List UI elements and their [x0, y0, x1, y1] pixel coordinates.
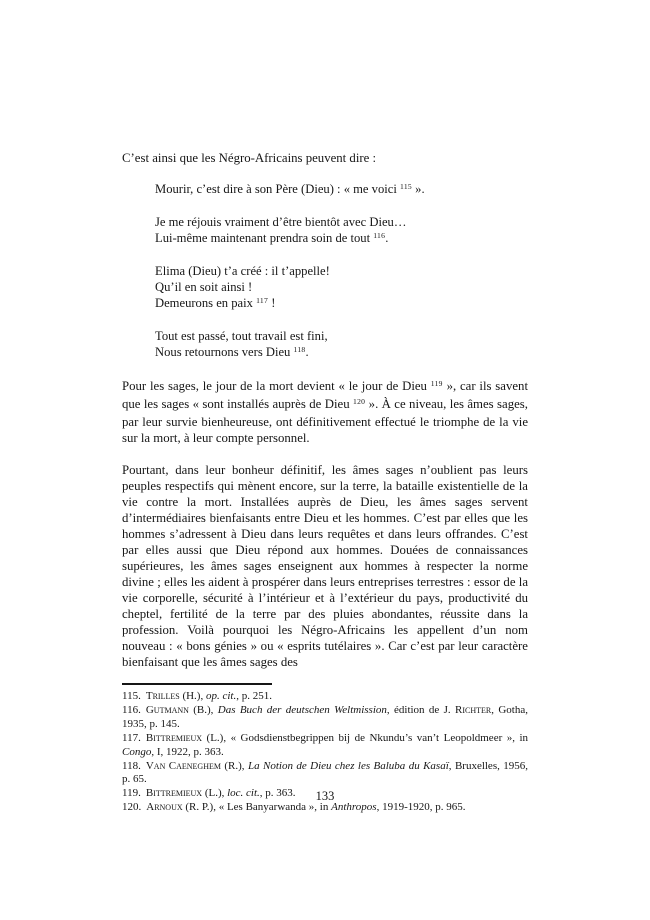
text-segment-sup: 119	[430, 379, 443, 389]
text-segment-i: Congo	[122, 745, 152, 758]
text-segment-sc: Gutmann	[145, 703, 189, 716]
text-segment-sc: Richter	[455, 703, 492, 716]
text-segment-sc: Bittremieux	[145, 731, 203, 744]
footnote-116	[122, 704, 528, 732]
text-segment: .	[305, 345, 309, 359]
text-segment-i: Anthropos	[331, 801, 377, 814]
text-segment: Nous retournons vers Dieu	[155, 345, 294, 359]
text-segment: (H.),	[179, 690, 206, 702]
quote-line	[155, 181, 528, 199]
text-segment: (R. P.), « Les Banyarwanda », in	[182, 801, 332, 814]
text-segment-i: Das Buch der deutschen Weltmission	[217, 703, 387, 716]
text-segment: , Gotha, 1935, p. 145.	[122, 703, 528, 730]
text-segment: Demeurons en paix	[155, 296, 257, 310]
quote-line	[155, 263, 528, 279]
text-segment-sc: Arnoux	[146, 801, 183, 814]
text-segment: , p. 363.	[259, 787, 296, 800]
text-segment-i: op. cit.	[205, 690, 237, 702]
text-segment: Pour les sages, le jour de la mort devient « le jour de Dieu	[122, 379, 431, 393]
text-segment: (R.),	[220, 759, 248, 772]
text-segment: , p. 251.	[236, 690, 272, 702]
quote-block-4	[155, 328, 528, 362]
text-segment: Tout est passé, tout travail est fini,	[155, 329, 328, 343]
text-segment: (L.),	[202, 787, 228, 800]
text-segment-i: loc. cit.	[227, 787, 260, 800]
quote-block-3	[155, 263, 528, 313]
footnote-divider	[122, 683, 272, 685]
text-segment-num: 119.	[122, 787, 141, 800]
text-segment: », car ils savent que les sages « sont installés auprès de Dieu	[122, 379, 528, 411]
intro-paragraph: C’est ainsi que les Négro-Africains peuvent dire :	[122, 151, 377, 165]
text-segment-sc: Van Caeneghem	[145, 759, 221, 772]
text-segment-sup: 116	[373, 231, 386, 241]
text-segment: ». À ce niveau, les âmes sages, par leur survie bienheureuse, ont définitivement effectué le triomphe de la vie sur la mort, à leur compte personnel.	[122, 397, 528, 445]
text-segment: , édition de J.	[386, 703, 456, 716]
footnote-117	[122, 732, 528, 760]
text-segment: Je me réjouis vraiment d’être bientôt avec Dieu…	[155, 215, 407, 229]
text-segment-sc: Trilles	[145, 690, 180, 702]
body-paragraph-2	[122, 462, 528, 670]
quote-line	[155, 295, 528, 313]
text-segment-num: 117.	[122, 731, 141, 744]
text-segment: , Bruxelles, 1956, p. 65.	[122, 759, 529, 786]
text-segment: , 1919-1920, p. 965.	[376, 801, 466, 814]
text-segment: ».	[412, 182, 425, 196]
text-segment: Qu’il en soit ainsi !	[155, 280, 253, 294]
text-segment-num: 120.	[122, 801, 142, 814]
text-segment: Pourtant, dans leur bonheur définitif, les âmes sages n’oublient pas leurs peuples respectifs qui mènent encore, sur la terre, la bataille existentielle de la vie contre la mort. Installées auprès de Dieu, les âmes sages servent d’intermédiaires bienfaisants entre Dieu et les hommes. C’est par elles que les hommes s’adressent à Dieu dans leurs requêtes et dans leurs offrandes. C’est par elles aussi que Dieu répond aux hommes. Douées de connaissances supérieures, les âmes sages enseignent aux hommes à respecter la norme divine ; elles les aident à prospérer dans leurs entreprises terrestres : essor de la vie corporelle, sécurité à l’intérieur et à l’extérieur du pays, productivité du cheptel, fertilité de la terre par des pluies abondantes, réussite dans la profession. Voilà pourquoi les Négro-Africains les appellent d’un nom nouveau : « bons génies » ou « esprits tutélaires ». Car c’est par leur caractère bienfaisant que les âmes sages des	[122, 463, 528, 669]
text-segment-sup: 120	[352, 397, 366, 407]
text-segment-sup: 118	[293, 345, 306, 355]
text-segment: !	[268, 296, 276, 310]
quote-block-1	[155, 181, 528, 199]
quote-line	[155, 230, 528, 248]
text-segment-num: 118.	[122, 759, 141, 772]
body-paragraph-1	[122, 378, 528, 446]
text-segment: Lui-même maintenant prendra soin de tout	[155, 231, 374, 245]
text-segment: Mourir, c’est dire à son Père (Dieu) : « me voici	[155, 182, 400, 196]
page-number: 133	[315, 789, 335, 803]
footnote-118	[122, 760, 528, 788]
text-segment: (B.),	[188, 703, 218, 716]
text-segment: .	[385, 231, 389, 245]
quote-line	[155, 328, 528, 344]
text-segment: (L.), « Godsdienstbegrippen bij de Nkundu’s van’t Leopoldmeer », in	[202, 731, 528, 744]
text-segment-sup: 117	[256, 296, 269, 306]
footnote-115	[122, 690, 528, 704]
text-segment-num: 116.	[122, 703, 141, 716]
quote-line	[155, 279, 528, 295]
text-segment-sc: Bittremieux	[145, 787, 203, 800]
text-segment-num: 115.	[122, 690, 141, 702]
text-segment: Elima (Dieu) t’a créé : il t’appelle!	[155, 264, 330, 278]
quote-line	[155, 214, 528, 230]
quote-block-2	[155, 214, 528, 248]
text-segment: , I, 1922, p. 363.	[151, 745, 224, 758]
quote-line	[155, 344, 528, 362]
text-segment-sup: 115	[400, 182, 413, 192]
text-segment-i: La Notion de Dieu chez les Baluba du Kasaï	[247, 759, 449, 772]
page-content	[122, 150, 528, 815]
